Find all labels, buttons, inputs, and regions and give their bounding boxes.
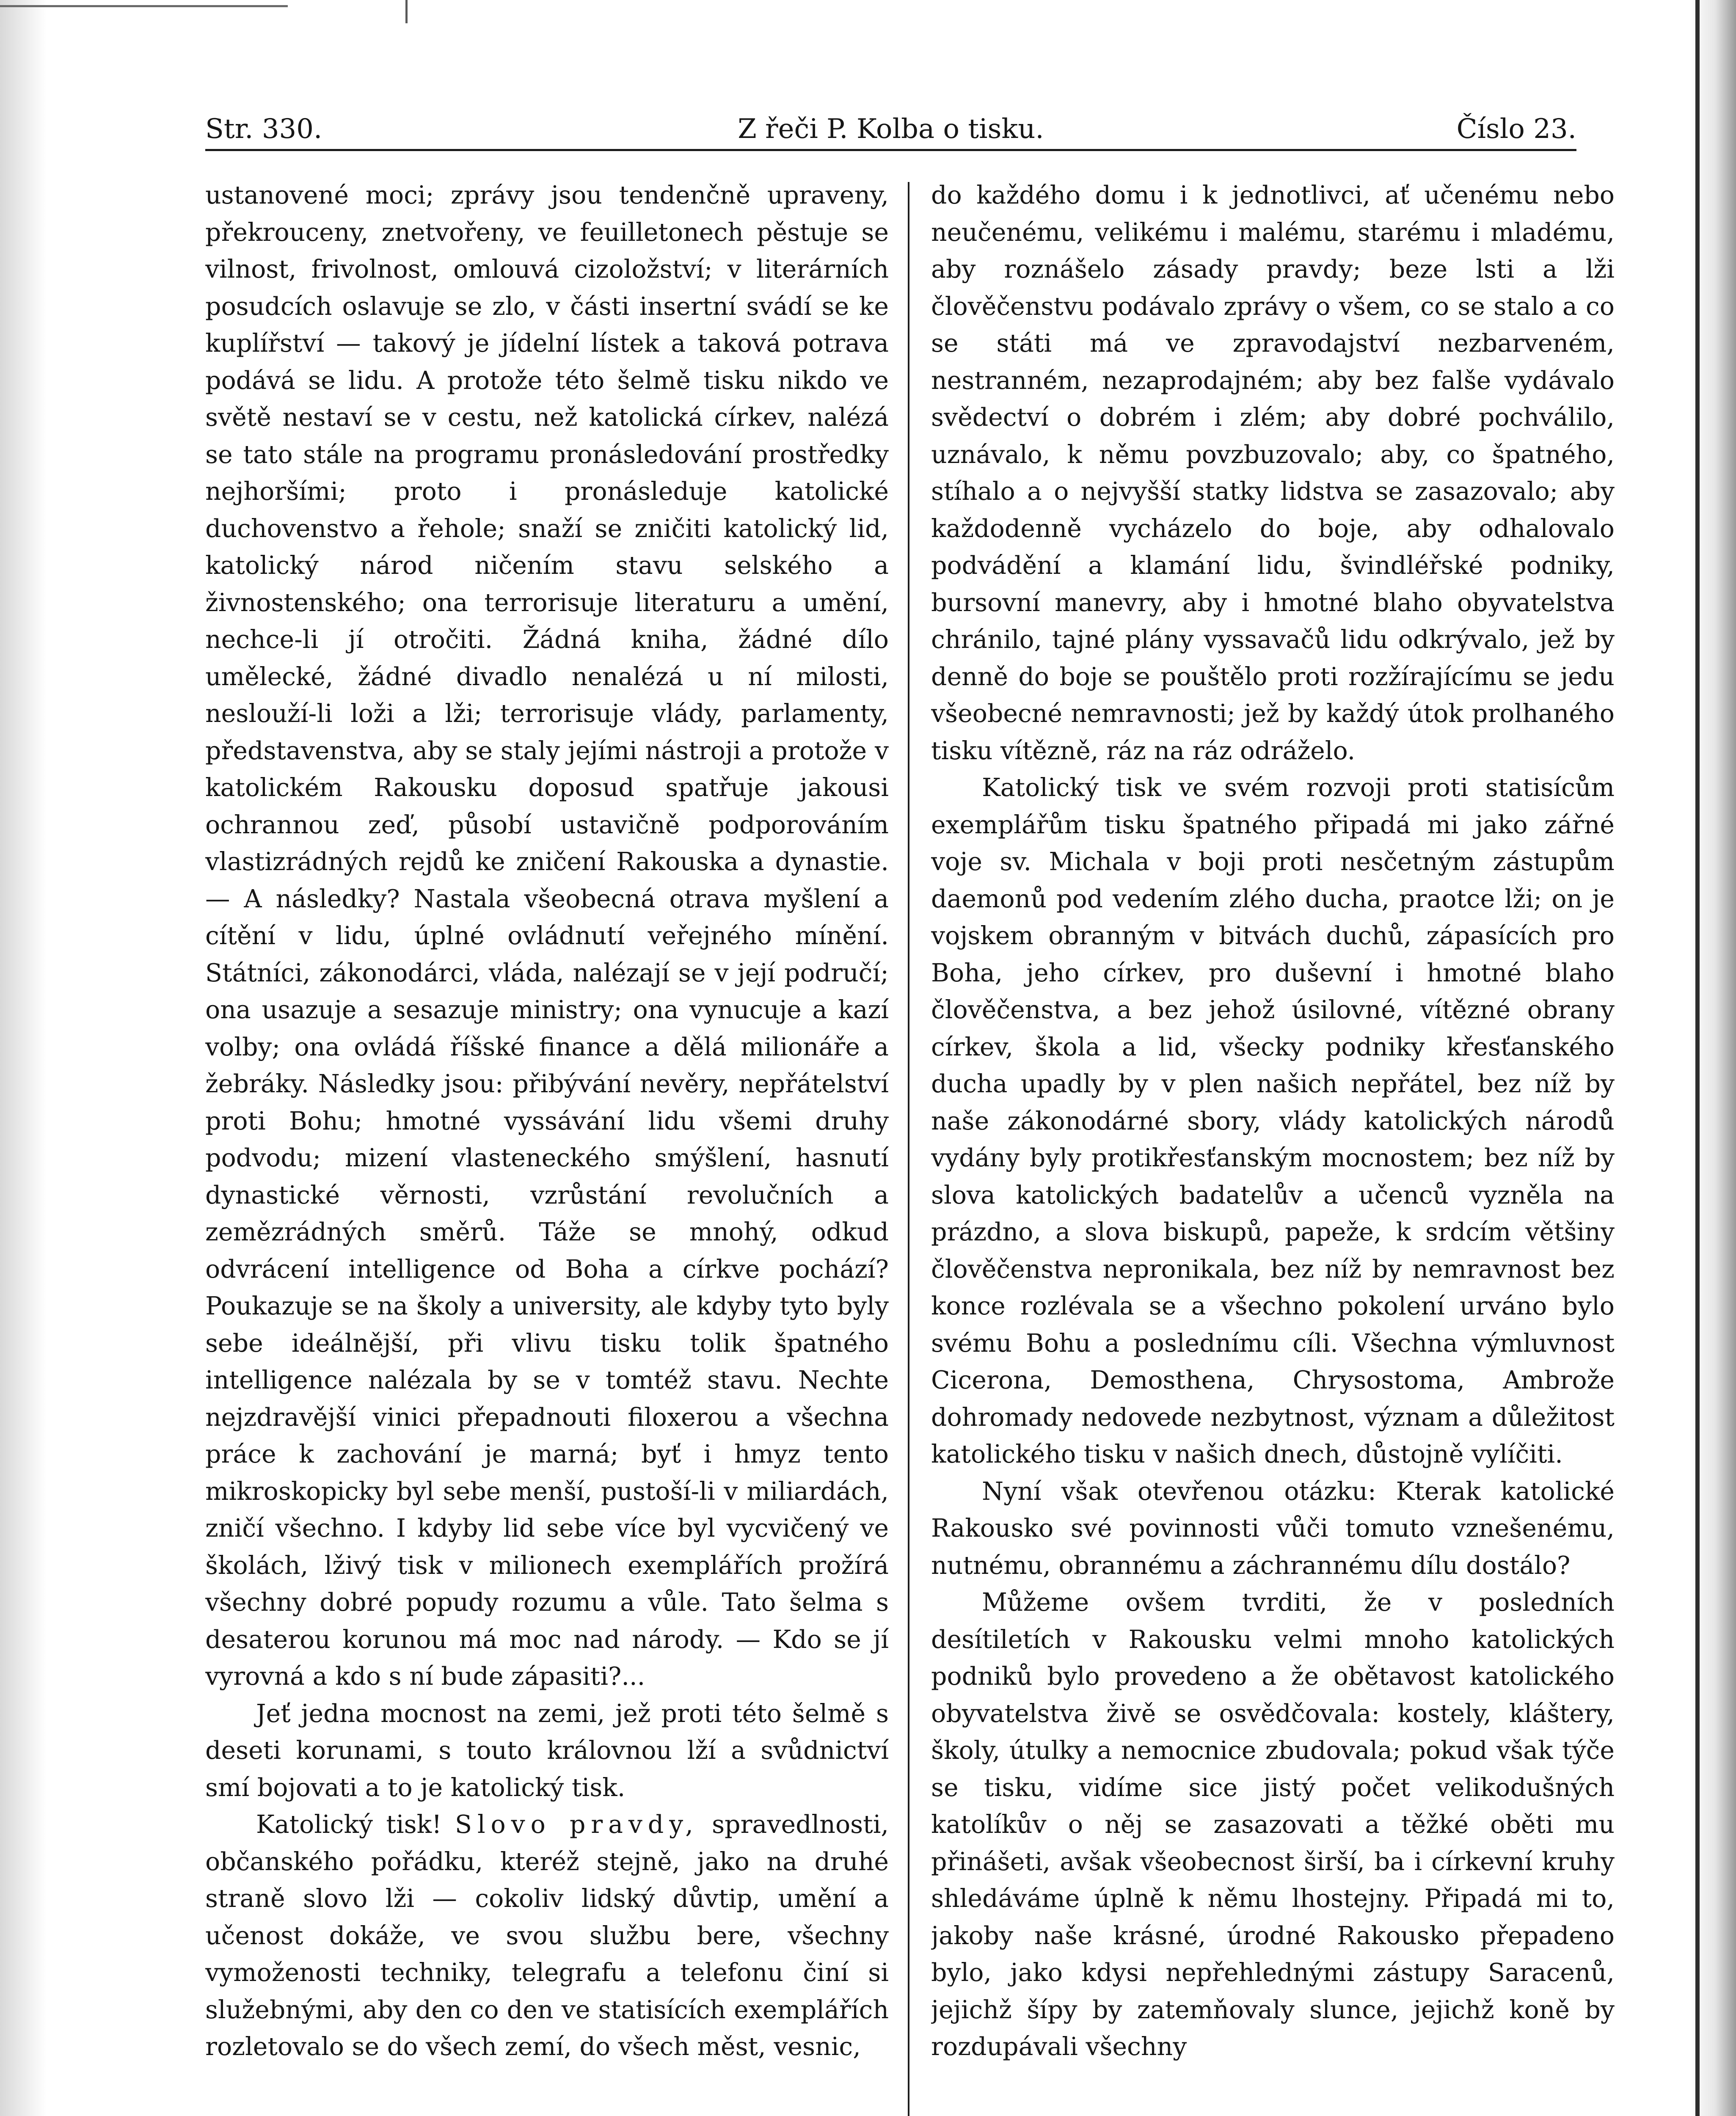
scan-artifact-top-rule [0, 5, 288, 7]
paragraph-start: Katolický tisk! [256, 1810, 442, 1839]
paragraph: do každého domu i k jednotlivci, ať učenému nebo neučenému, velikému i malému, starému i mladému, aby roznášelo zásady pravdy; beze lsti a lži člověčenstvu podávalo zprávy o všem, co se stalo a co se státi má ve zpravodajství nezbarveném, nestranném, nezaprodajném; aby bez falše vydávalo svědectví o dobrém i zlém; aby dobré pochválilo, uznávalo, k němu povzbuzovalo; aby, co špatného, stíhalo a o nejvyšší statky lidstva se zasazovalo; aby každodenně vycházelo do boje, aby odhalovalo podvádění a klamání lidu, švindléřské podniky, bursovní manevry, aby i hmotné blaho obyvatelstva chránilo, tajné plány vyssavačů lidu odkrývalo, jež by denně do boje se pouštělo proti rozžírajícímu se jedu všeobecné nemravnosti; jež by každý útok prolhaného tisku vítězně, ráz na ráz odráželo. [931, 181, 1615, 765]
page-scan-shadow-left [0, 0, 47, 2116]
header-title: Z řeči P. Kolba o tisku. [738, 113, 1044, 145]
paragraph: Nyní však otevřenou otázku: Kterak katolické Rakousko své povinnosti vůči tomuto vznešenému, nutnému, obrannému a záchrannému dílu dostálo? [931, 1477, 1615, 1580]
column-divider [908, 182, 909, 2116]
header-rule [205, 149, 1576, 151]
right-column [931, 177, 1615, 2116]
page-edge-line [1695, 0, 1700, 2116]
header-page-number: Str. 330. [205, 113, 322, 145]
left-column [205, 177, 889, 2116]
paragraph-rest: spravedlnosti, občanského pořádku, kteréž stejně, jako na druhé straně slovo lži — cokoliv lidský důvtip, umění a učenost dokáže, ve svou službu bere, všechny vymoženosti techniky, telegrafu a telefonu činí si služebnými, aby den co den ve statisících exemplářích rozletovalo se do všech zemí, do všech měst, vesnic, [205, 1810, 889, 2061]
paragraph: Můžeme ovšem tvrditi, že v posledních desítiletích v Rakousku velmi mnoho katolických podniků bylo provedeno a že obětavost katolického obyvatelstva živě se osvědčovala: kostely, kláštery, školy, útulky a nemocnice zbudovala; pokud však týče se tisku, vidíme sice jistý počet velikodušných katolíkův o něj se zasazovati a těžké oběti mu přinášeti, avšak všeobecnost širší, ba i církevní kruhy shledáváme úplně k němu lhostejny. Připadá mi to, jakoby naše krásné, úrodné Rakousko přepadeno bylo, jako kdysi nepřehlednými zástupy Saracenů, jejichž šípy by zatemňovaly slunce, jejichž koně by rozdupávali všechny [931, 1588, 1615, 2061]
spaced-emphasis: Slovo pravdy, [455, 1810, 699, 1839]
paragraph: Katolický tisk ve svém rozvoji proti statisícům exemplářům tisku špatného připadá mi jako zářné voje sv. Michala v boji proti nesčetným zástupům daemonů pod vedením zlého ducha, praotce lži; on je vojskem obranným v bitvách duchů, zápasících pro Boha, jeho církev, pro duševní i hmotné blaho člověčenstva, a bez jehož úsilovné, vítězné obrany církev, škola a lid, všecky podniky křesťanského ducha upadly by v plen našich nepřátel, bez níž by naše zákonodárné sbory, vlády katolických národů vydány byly protikřesťanským mocnostem; bez níž by slova katolických badatelův a učenců vyzněla na prázdno, a slova biskupů, papeže, k srdcím většiny člověčenstva nepronikala, bez níž by nemravnost bez konce rozlévala se a všechno pokolení urváno bylo svému Bohu a poslednímu cíli. Všechna výmluvnost Cicerona, Demosthena, Chrysostoma, Ambrože dohromady nedovede nezbytnost, význam a důležitost katolického tisku v našich dnech, důstojně vylíčiti. [931, 773, 1615, 1469]
running-header [205, 108, 1576, 150]
scan-artifact-top-tick [405, 0, 408, 23]
paragraph: Jeť jedna mocnost na zemi, jež proti této šelmě s deseti korunami, s touto královnou lží a svůdnictví smí bojovati a to je katolický tisk. [205, 1699, 889, 1802]
paragraph: ustanovené moci; zprávy jsou tendenčně upraveny, překrouceny, znetvořeny, ve feuilletonech pěstuje se vilnost, frivolnost, omlouvá cizoložství; v literárních posudcích oslavuje se zlo, v části insertní svádí se ke kuplířství — takový je jídelní lístek a taková potrava podává se lidu. A protože této šelmě tisku nikdo ve světě nestaví se v cestu, než katolická církev, nalézá se tato stále na programu pronásledování prostředky nejhoršími; proto i pronásleduje katolické duchovenstvo a řehole; snaží se zničiti katolický lid, katolický národ ničením stavu selského a živnostenského; ona terrorisuje literaturu a umění, nechce-li jí otročiti. Žádná kniha, žádné dílo umělecké, žádné divadlo nenalézá u ní milosti, neslouží-li loži a lži; terrorisuje vlády, parlamenty, představenstva, aby se staly jejími nástroji a protože v katolickém Rakousku doposud spatřuje jakousi ochrannou zeď, působí ustavičně podporováním vlastizrádných rejdů ke zničení Rakouska a dynastie. — A následky? Nastala všeobecná otrava myšlení a cítění v lidu, úplné ovládnutí veřejného mínění. Státníci, zákonodárci, vláda, nalézají se v její područí; ona usazuje a sesazuje ministry; ona vynucuje a kazí volby; ona ovládá říšské finance a dělá milionáře a žebráky. Následky jsou: přibývání nevěry, nepřátelství proti Bohu; hmotné vyssávání lidu všemi druhy podvodu; mizení vlasteneckého smýšlení, hasnutí dynastické věrnosti, vzrůstání revolučních a zemězrádných směrů. Táže se mnohý, odkud odvrácení intelligence od Boha a církve pochází? Poukazuje se na školy a university, ale kdyby tyto byly sebe ideálnější, při vlivu tisku tolik špatného intelligence nalézala by se v tomtéž stavu. Nechte nejzdravější vinici přepadnouti filoxerou a všechna práce k zachování je marná; byť i hmyz tento mikroskopicky byl sebe menší, pustoší-li v miliardách, zničí všechno. I kdyby lid sebe více byl vycvičený ve školách, lživý tisk v milionech exemplářích prožírá všechny dobré popudy rozumu a vůle. Tato šelma s desaterou korunou má moc nad národy. — Kdo se jí vyrovná a kdo s ní bude zápasiti?... [205, 181, 889, 1691]
paragraph [205, 1806, 889, 2066]
header-issue-number: Číslo 23. [1456, 113, 1576, 145]
